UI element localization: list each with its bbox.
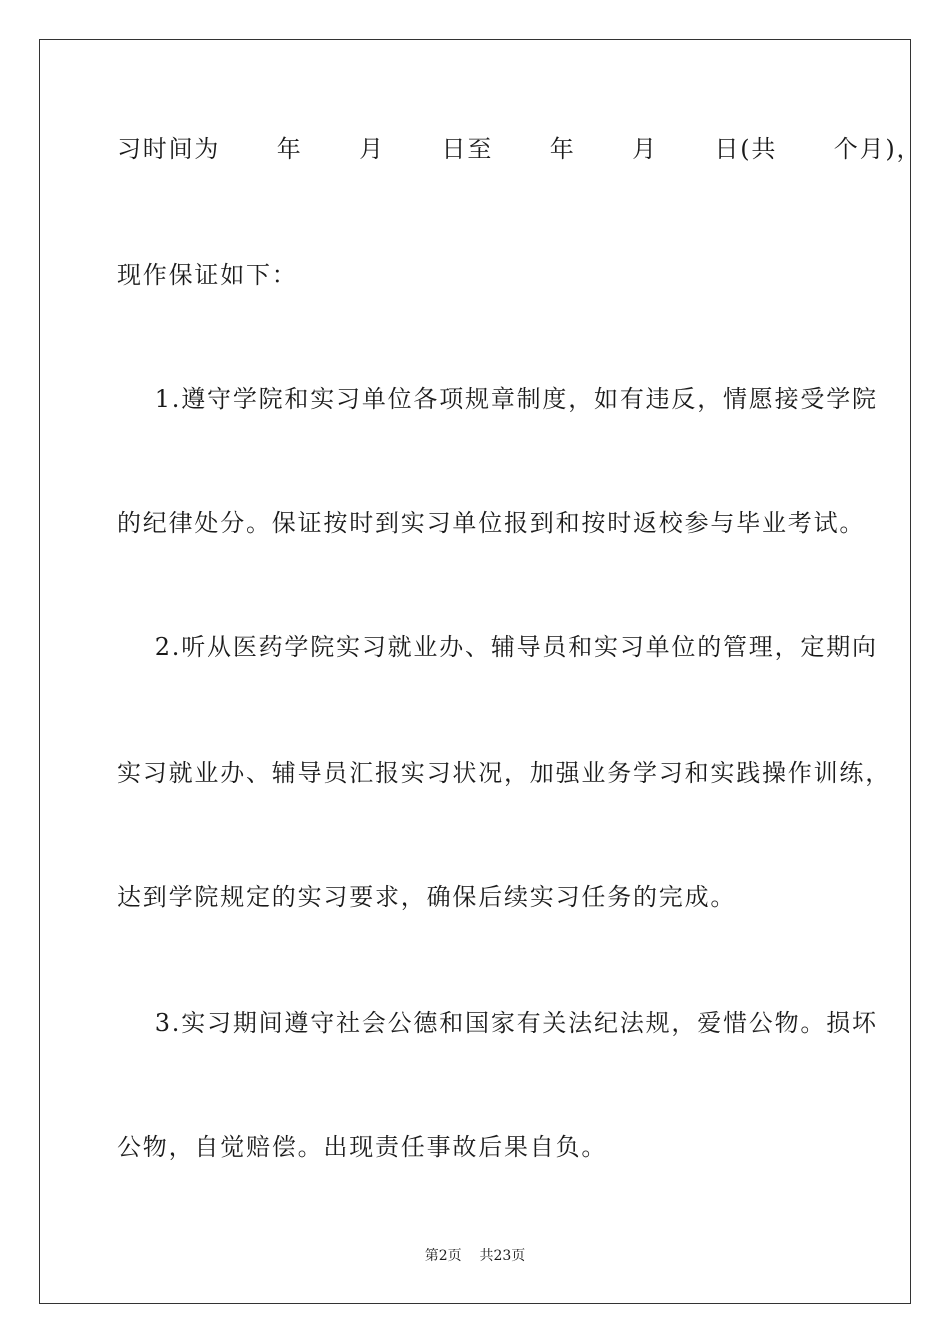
body-line-6: 实习就业办、辅导员汇报实习状况，加强业务学习和实践操作训练， (117, 759, 891, 787)
body-line-4: 的纪律处分。保证按时到实习单位报到和按时返校参与毕业考试。 (117, 509, 866, 537)
body-line-1: 习时间为 年 月 日至 年 月 日(共 个月)， (117, 135, 923, 163)
body-line-9: 公物，自觉赔偿。出现责任事故后果自负。 (117, 1133, 608, 1161)
body-line-5: 2.听从医药学院实习就业办、辅导员和实习单位的管理，定期向 (117, 633, 878, 661)
body-line-7: 达到学院规定的实习要求，确保后续实习任务的完成。 (117, 883, 737, 911)
body-line-3: 1.遵守学院和实习单位各项规章制度，如有违反，情愿接受学院 (117, 385, 878, 413)
page-footer: 第2页 共23页 (424, 1248, 526, 1264)
page-border (39, 39, 911, 1304)
body-line-8: 3.实习期间遵守社会公德和国家有关法纪法规，爱惜公物。损坏 (117, 1009, 878, 1037)
body-line-2: 现作保证如下： (117, 261, 298, 289)
